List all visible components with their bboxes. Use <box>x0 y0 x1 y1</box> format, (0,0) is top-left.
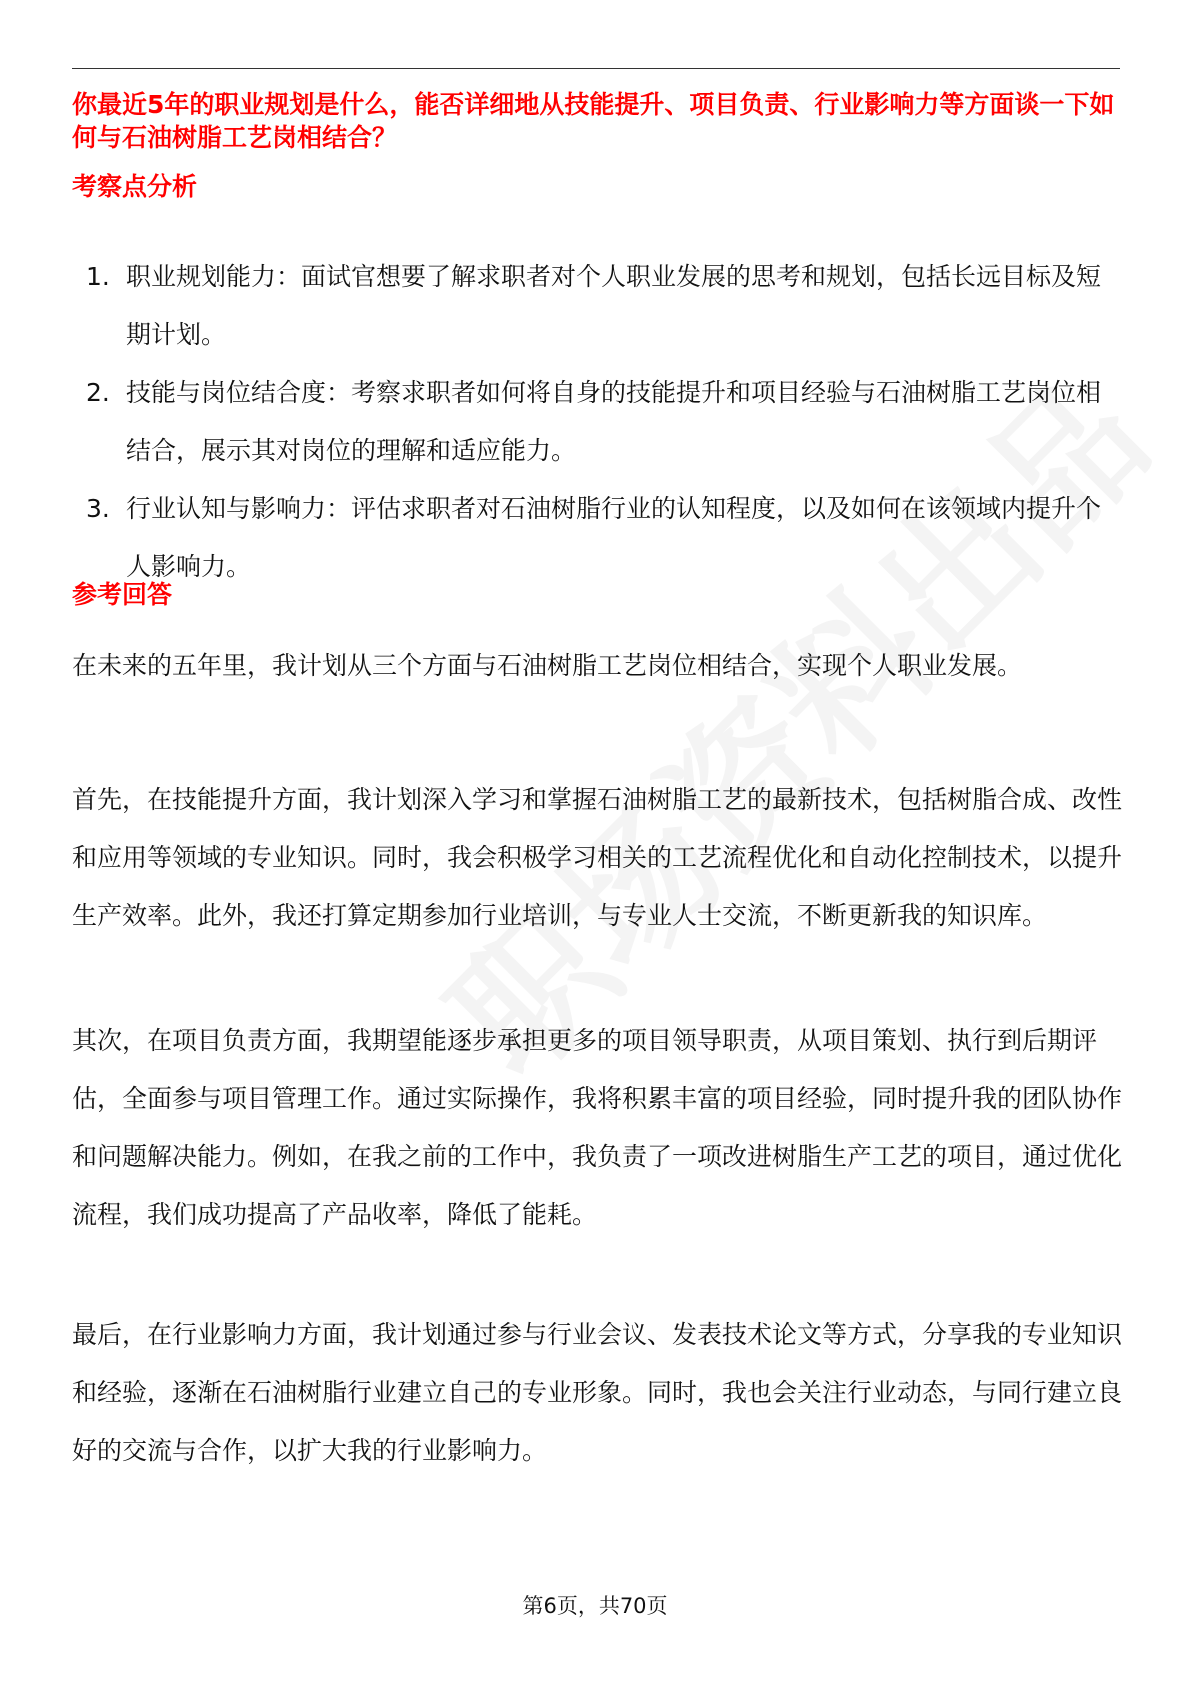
answer-title: 参考回答 <box>72 580 173 609</box>
item-number: 1. <box>86 262 110 291</box>
answer-paragraph: 最后，在行业影响力方面，我计划通过参与行业会议、发表技术论文等方式，分享我的专业知识和经验，逐渐在石油树脂行业建立自己的专业形象。同时，我也会关注行业动态，与同行建立良好的交流与合作，以扩大我的行业影响力。 <box>72 1320 1123 1465</box>
item-text: 行业认知与影响力：评估求职者对石油树脂行业的认知程度，以及如何在该领域内提升个人影响力。 <box>126 494 1102 581</box>
page-number: 第6页，共70页 <box>522 1594 668 1618</box>
item-number: 3. <box>86 494 110 523</box>
analysis-title: 考察点分析 <box>72 172 198 201</box>
analysis-list <box>72 248 1122 596</box>
analysis-item <box>72 364 1122 480</box>
header-divider <box>72 68 1120 69</box>
answer-paragraph: 其次，在项目负责方面，我期望能逐步承担更多的项目领导职责，从项目策划、执行到后期评估，全面参与项目管理工作。通过实际操作，我将积累丰富的项目经验，同时提升我的团队协作和问题解决能力。例如，在我之前的工作中，我负责了一项改进树脂生产工艺的项目，通过优化流程，我们成功提高了产品收率，降低了能耗。 <box>72 1026 1123 1229</box>
question-heading: 你最近5年的职业规划是什么，能否详细地从技能提升、项目负责、行业影响力等方面谈一下如何与石油树脂工艺岗相结合？ <box>72 90 1115 152</box>
answer-paragraph: 首先，在技能提升方面，我计划深入学习和掌握石油树脂工艺的最新技术，包括树脂合成、改性和应用等领域的专业知识。同时，我会积极学习相关的工艺流程优化和自动化控制技术，以提升生产效率。此外，我还打算定期参加行业培训，与专业人士交流，不断更新我的知识库。 <box>72 785 1123 930</box>
analysis-item <box>72 248 1122 364</box>
analysis-item <box>72 480 1122 596</box>
item-text: 职业规划能力：面试官想要了解求职者对个人职业发展的思考和规划，包括长远目标及短期计划。 <box>126 262 1102 349</box>
item-text: 技能与岗位结合度：考察求职者如何将自身的技能提升和项目经验与石油树脂工艺岗位相结合，展示其对岗位的理解和适应能力。 <box>126 378 1102 465</box>
answer-paragraph: 在未来的五年里，我计划从三个方面与石油树脂工艺岗位相结合，实现个人职业发展。 <box>72 651 1023 680</box>
item-number: 2. <box>86 378 110 407</box>
